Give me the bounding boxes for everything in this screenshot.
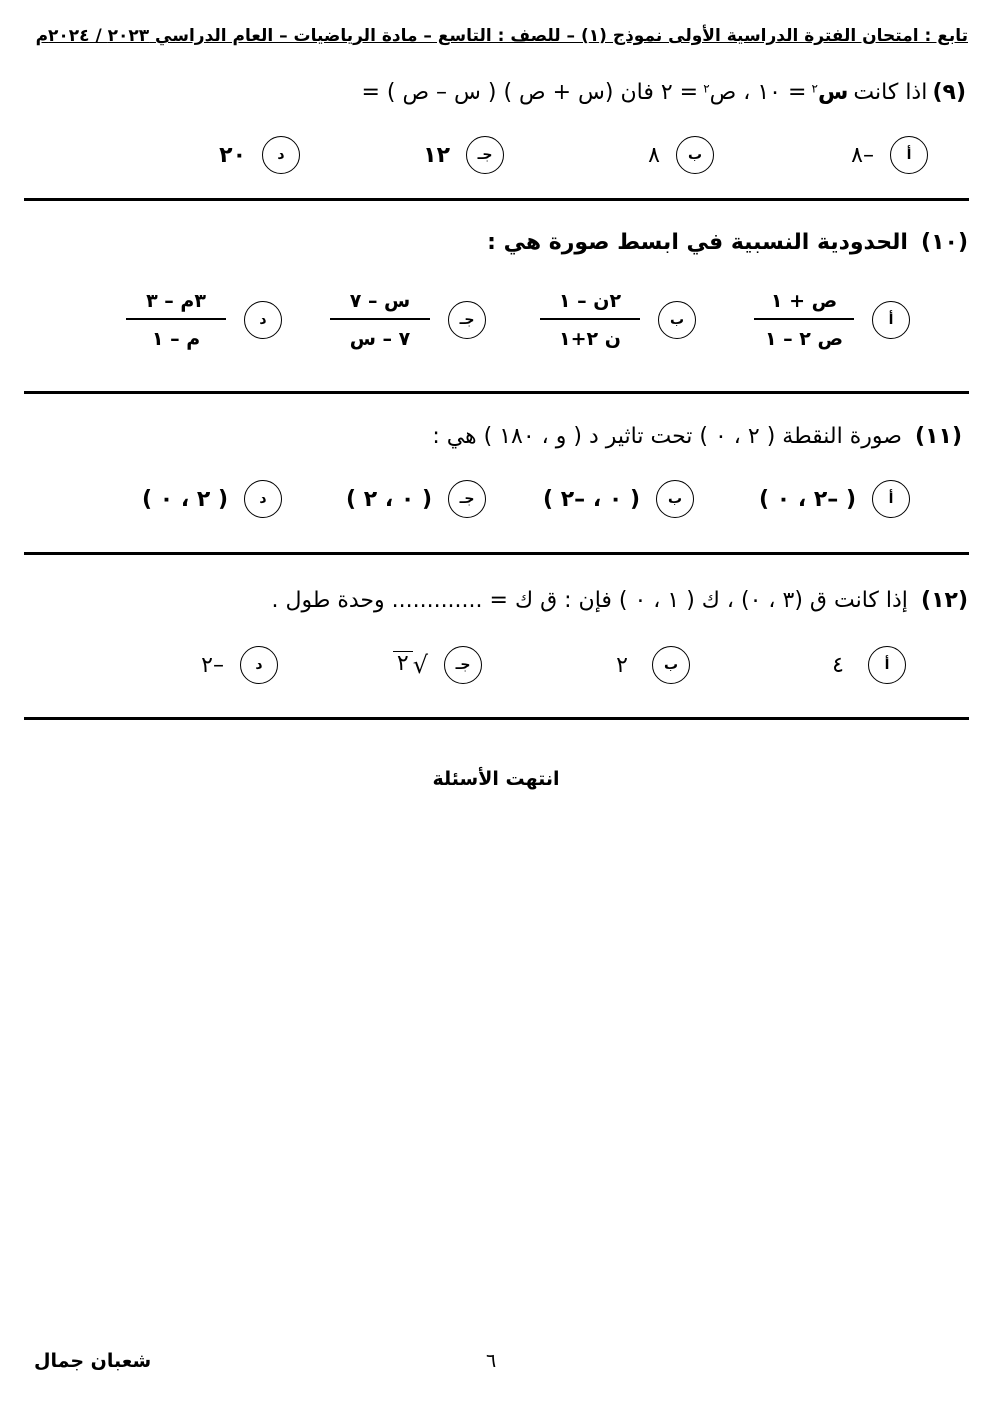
option-letter-circle[interactable]: جـ xyxy=(448,301,486,339)
option-value: ( ٠ ، –٢ ) xyxy=(543,486,640,512)
exponent: ٢ xyxy=(811,81,818,96)
option-value: ٤ xyxy=(832,652,844,678)
option-letter-circle[interactable]: جـ xyxy=(466,136,504,174)
option-letter-circle[interactable]: د xyxy=(240,646,278,684)
radical-sign: √ xyxy=(412,651,428,679)
page-number: ٦ xyxy=(486,1350,497,1372)
option-letter-circle[interactable]: ب xyxy=(676,136,714,174)
option-value: ٨ xyxy=(648,142,660,168)
section-divider xyxy=(24,717,969,720)
denominator: م – ١ xyxy=(151,328,201,350)
numerator: ٢ن – ١ xyxy=(558,290,622,312)
page-header: تابع : امتحان الفترة الدراسية الأولى نموذج (١) – للصف : التاسع – مادة الرياضيات – العام الدراسي ٢٠٢٣ / ٢٠٢٤م xyxy=(35,26,968,46)
end-of-questions: انتهت الأسئلة xyxy=(432,768,560,790)
option-value: ( ٠ ، ٢ ) xyxy=(346,486,432,512)
question-number: (١١) xyxy=(915,424,962,449)
option-value: –٨ xyxy=(851,142,874,168)
option-value: ٢ xyxy=(616,652,628,678)
radicand: ٢ xyxy=(393,651,413,676)
option-letter-circle[interactable]: د xyxy=(244,301,282,339)
question-text: الحدودية النسبية في ابسط صورة هي : xyxy=(487,230,908,255)
section-divider xyxy=(24,552,969,555)
fraction xyxy=(126,290,226,350)
question-text: إذا كانت ق (٣ ، ٠) ، ك ( ١ ، ٠ ) فإن : ق ك = ............. وحدة طول . xyxy=(271,588,908,613)
question-text-part: = ١٠ ، ص xyxy=(709,80,807,105)
option-letter-circle[interactable]: ب xyxy=(652,646,690,684)
option-a[interactable] xyxy=(759,480,910,518)
option-letter-circle[interactable]: جـ xyxy=(448,480,486,518)
option-a[interactable] xyxy=(754,290,910,350)
fraction xyxy=(330,290,430,350)
question-9-text xyxy=(361,80,966,105)
option-letter-circle[interactable]: د xyxy=(262,136,300,174)
exponent: ٢ xyxy=(703,81,710,96)
numerator: ص + ١ xyxy=(770,290,838,312)
question-number: (٩) xyxy=(932,80,966,105)
option-c[interactable] xyxy=(393,646,482,684)
fraction xyxy=(540,290,640,350)
option-value: –٢ xyxy=(201,652,224,678)
option-b[interactable] xyxy=(543,480,694,518)
option-d[interactable] xyxy=(142,480,282,518)
option-letter-circle[interactable]: جـ xyxy=(444,646,482,684)
option-c[interactable] xyxy=(423,136,504,174)
question-text-part: = ٢ فان (س + ص ) ( س – ص ) = xyxy=(361,80,699,105)
question-number: (١٠) xyxy=(921,230,968,255)
denominator: ن ٢+١ xyxy=(559,328,621,350)
numerator: ٣م – ٣ xyxy=(146,290,206,312)
numerator: س – ٧ xyxy=(349,290,411,312)
fraction xyxy=(754,290,854,350)
question-text: صورة النقطة ( ٢ ، ٠ ) تحت تاثير د ( و ، ١٨٠ ) هي : xyxy=(432,424,902,449)
option-letter-circle[interactable]: أ xyxy=(872,301,910,339)
option-value: ٢٠ xyxy=(219,142,246,168)
option-b[interactable] xyxy=(648,136,714,174)
option-b[interactable] xyxy=(616,646,690,684)
option-value: ( ٢ ، ٠ ) xyxy=(142,486,228,512)
question-12-text xyxy=(271,588,968,613)
option-d[interactable] xyxy=(201,646,278,684)
option-b[interactable] xyxy=(540,290,696,350)
option-letter-circle[interactable]: ب xyxy=(656,480,694,518)
option-c[interactable] xyxy=(330,290,486,350)
square-root xyxy=(393,651,428,679)
option-letter-circle[interactable]: أ xyxy=(890,136,928,174)
option-value: ١٢ xyxy=(423,142,450,168)
option-d[interactable] xyxy=(219,136,300,174)
author-name: شعبان جمال xyxy=(34,1350,152,1372)
option-a[interactable] xyxy=(851,136,928,174)
option-letter-circle[interactable]: أ xyxy=(872,480,910,518)
denominator: ص ٢ – ١ xyxy=(764,328,844,350)
option-letter-circle[interactable]: د xyxy=(244,480,282,518)
option-letter-circle[interactable]: أ xyxy=(868,646,906,684)
question-prefix: اذا كانت xyxy=(853,80,928,105)
section-divider xyxy=(24,391,969,394)
option-value: ( –٢ ، ٠ ) xyxy=(759,486,856,512)
variable-s: س xyxy=(817,80,849,105)
question-10-text xyxy=(487,230,968,255)
question-11-text xyxy=(432,424,962,449)
question-number: (١٢) xyxy=(921,588,968,613)
option-a[interactable] xyxy=(832,646,906,684)
option-letter-circle[interactable]: ب xyxy=(658,301,696,339)
option-c[interactable] xyxy=(346,480,486,518)
denominator: ٧ – س xyxy=(349,328,411,350)
option-d[interactable] xyxy=(126,290,282,350)
section-divider xyxy=(24,198,969,201)
